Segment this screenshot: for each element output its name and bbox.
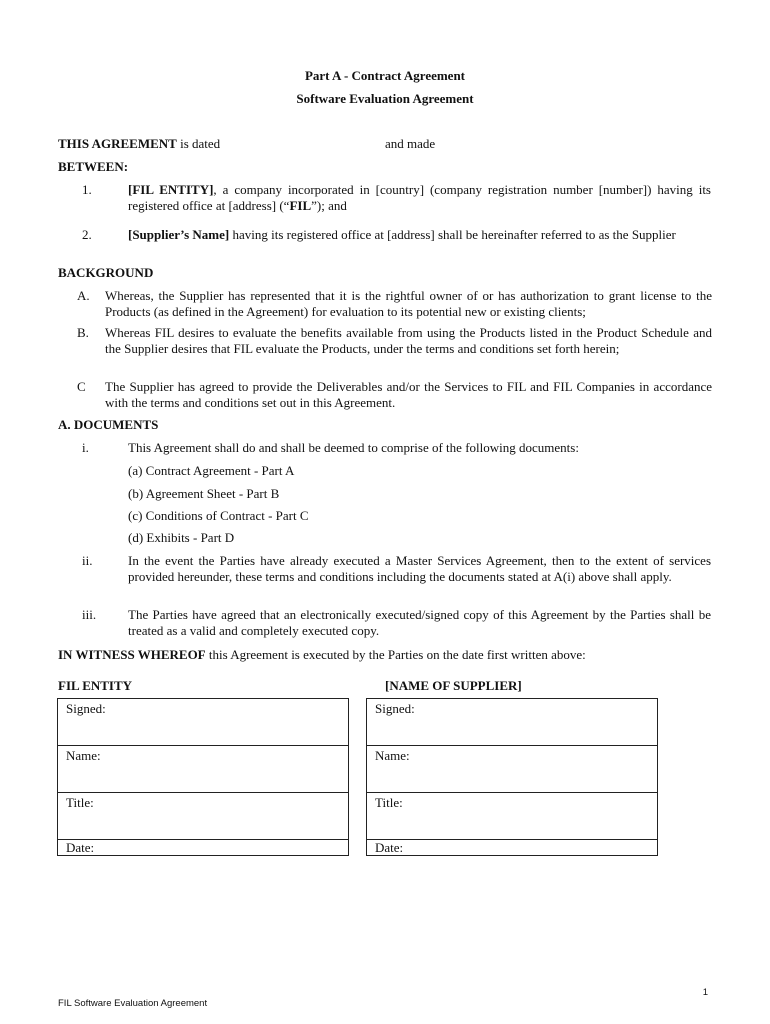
signed-label: Signed:	[375, 701, 415, 716]
title-field[interactable]	[367, 793, 657, 840]
page-number: 1	[702, 987, 708, 998]
date-field[interactable]	[367, 840, 657, 857]
party-2-number: 2.	[82, 227, 92, 242]
party-2-name: [Supplier’s Name]	[128, 227, 230, 242]
party-1-name: [FIL ENTITY]	[128, 182, 214, 197]
background-a-number: A.	[77, 288, 90, 303]
documents-ii-text: In the event the Parties have already executed a Master Services Agreement, then to the extent of services provided hereunder, these terms and conditions including the documents stated at A(i) above shall apply.	[128, 553, 711, 584]
documents-iii-number: iii.	[82, 607, 97, 622]
signed-field[interactable]	[58, 699, 348, 746]
signed-field[interactable]	[367, 699, 657, 746]
background-heading: BACKGROUND	[58, 265, 154, 280]
document-list-item: (b) Agreement Sheet - Part B	[128, 486, 280, 501]
signed-label: Signed:	[66, 701, 106, 716]
fil-entity-signature-title: FIL ENTITY	[58, 678, 133, 693]
documents-iii-text: The Parties have agreed that an electronically executed/signed copy of this Agreement by the Parties shall be treated as a valid and completely executed copy.	[128, 607, 711, 638]
and-made-text: and made	[385, 136, 436, 151]
part-title: Part A - Contract Agreement	[304, 68, 466, 83]
between-heading: BETWEEN:	[58, 159, 129, 174]
party-1-number: 1.	[82, 182, 92, 197]
title-label: Title:	[375, 795, 403, 810]
document-list-item: (c) Conditions of Contract - Part C	[128, 508, 309, 523]
documents-heading: A. DOCUMENTS	[58, 417, 159, 432]
name-field[interactable]	[367, 746, 657, 793]
fil-defined-term: FIL	[289, 198, 312, 213]
documents-ii-number: ii.	[82, 553, 93, 568]
background-b-number: B.	[77, 325, 89, 340]
is-dated-text: is dated	[176, 136, 221, 151]
background-b-text: Whereas FIL desires to evaluate the benefits available from using the Products listed in the Product Schedule and the Supplier desires that FIL evaluate the Products, under the terms and conditions set forth herein;	[105, 325, 712, 356]
footer-document-name: FIL Software Evaluation Agreement	[58, 998, 208, 1009]
name-label: Name:	[66, 748, 101, 763]
name-field[interactable]	[58, 746, 348, 793]
supplier-signature-title: [NAME OF SUPPLIER]	[385, 678, 522, 693]
this-agreement-label: THIS AGREEMENT	[58, 136, 177, 151]
background-c-number: C	[77, 379, 86, 394]
title-field[interactable]	[58, 793, 348, 840]
agreement-dated-line	[58, 136, 220, 152]
name-label: Name:	[375, 748, 410, 763]
background-a-text: Whereas, the Supplier has represented that it is the rightful owner of or has authorization to grant license to the Products (as defined in the Agreement) for evaluation to its potential new or existing clients;	[105, 288, 712, 319]
document-list-item: (a) Contract Agreement - Part A	[128, 463, 295, 478]
documents-i-text: This Agreement shall do and shall be deemed to comprise of the following documents:	[128, 440, 579, 455]
supplier-signature-box	[366, 698, 658, 856]
fil-entity-signature-box	[57, 698, 349, 856]
party-2-text: [Supplier’s Name] having its registered office at [address] shall be hereinafter referred to as the Supplier	[128, 227, 676, 242]
witness-clause: IN WITNESS WHEREOF this Agreement is executed by the Parties on the date first written above:	[58, 647, 586, 662]
date-label: Date:	[375, 840, 404, 855]
title-label: Title:	[66, 795, 94, 810]
document-title: Software Evaluation Agreement	[296, 91, 474, 106]
party-1-text: [FIL ENTITY], a company incorporated in [country] (company registration number [number]) having its registered office at [address] (“FIL”); and	[128, 182, 711, 213]
documents-i-number: i.	[82, 440, 89, 455]
date-field[interactable]	[58, 840, 348, 857]
date-label: Date:	[66, 840, 95, 855]
witness-label: IN WITNESS WHEREOF	[58, 647, 206, 662]
document-list-item: (d) Exhibits - Part D	[128, 530, 235, 545]
background-c-text: The Supplier has agreed to provide the Deliverables and/or the Services to FIL and FIL Companies in accordance with the terms and conditions set out in this Agreement.	[105, 379, 712, 410]
